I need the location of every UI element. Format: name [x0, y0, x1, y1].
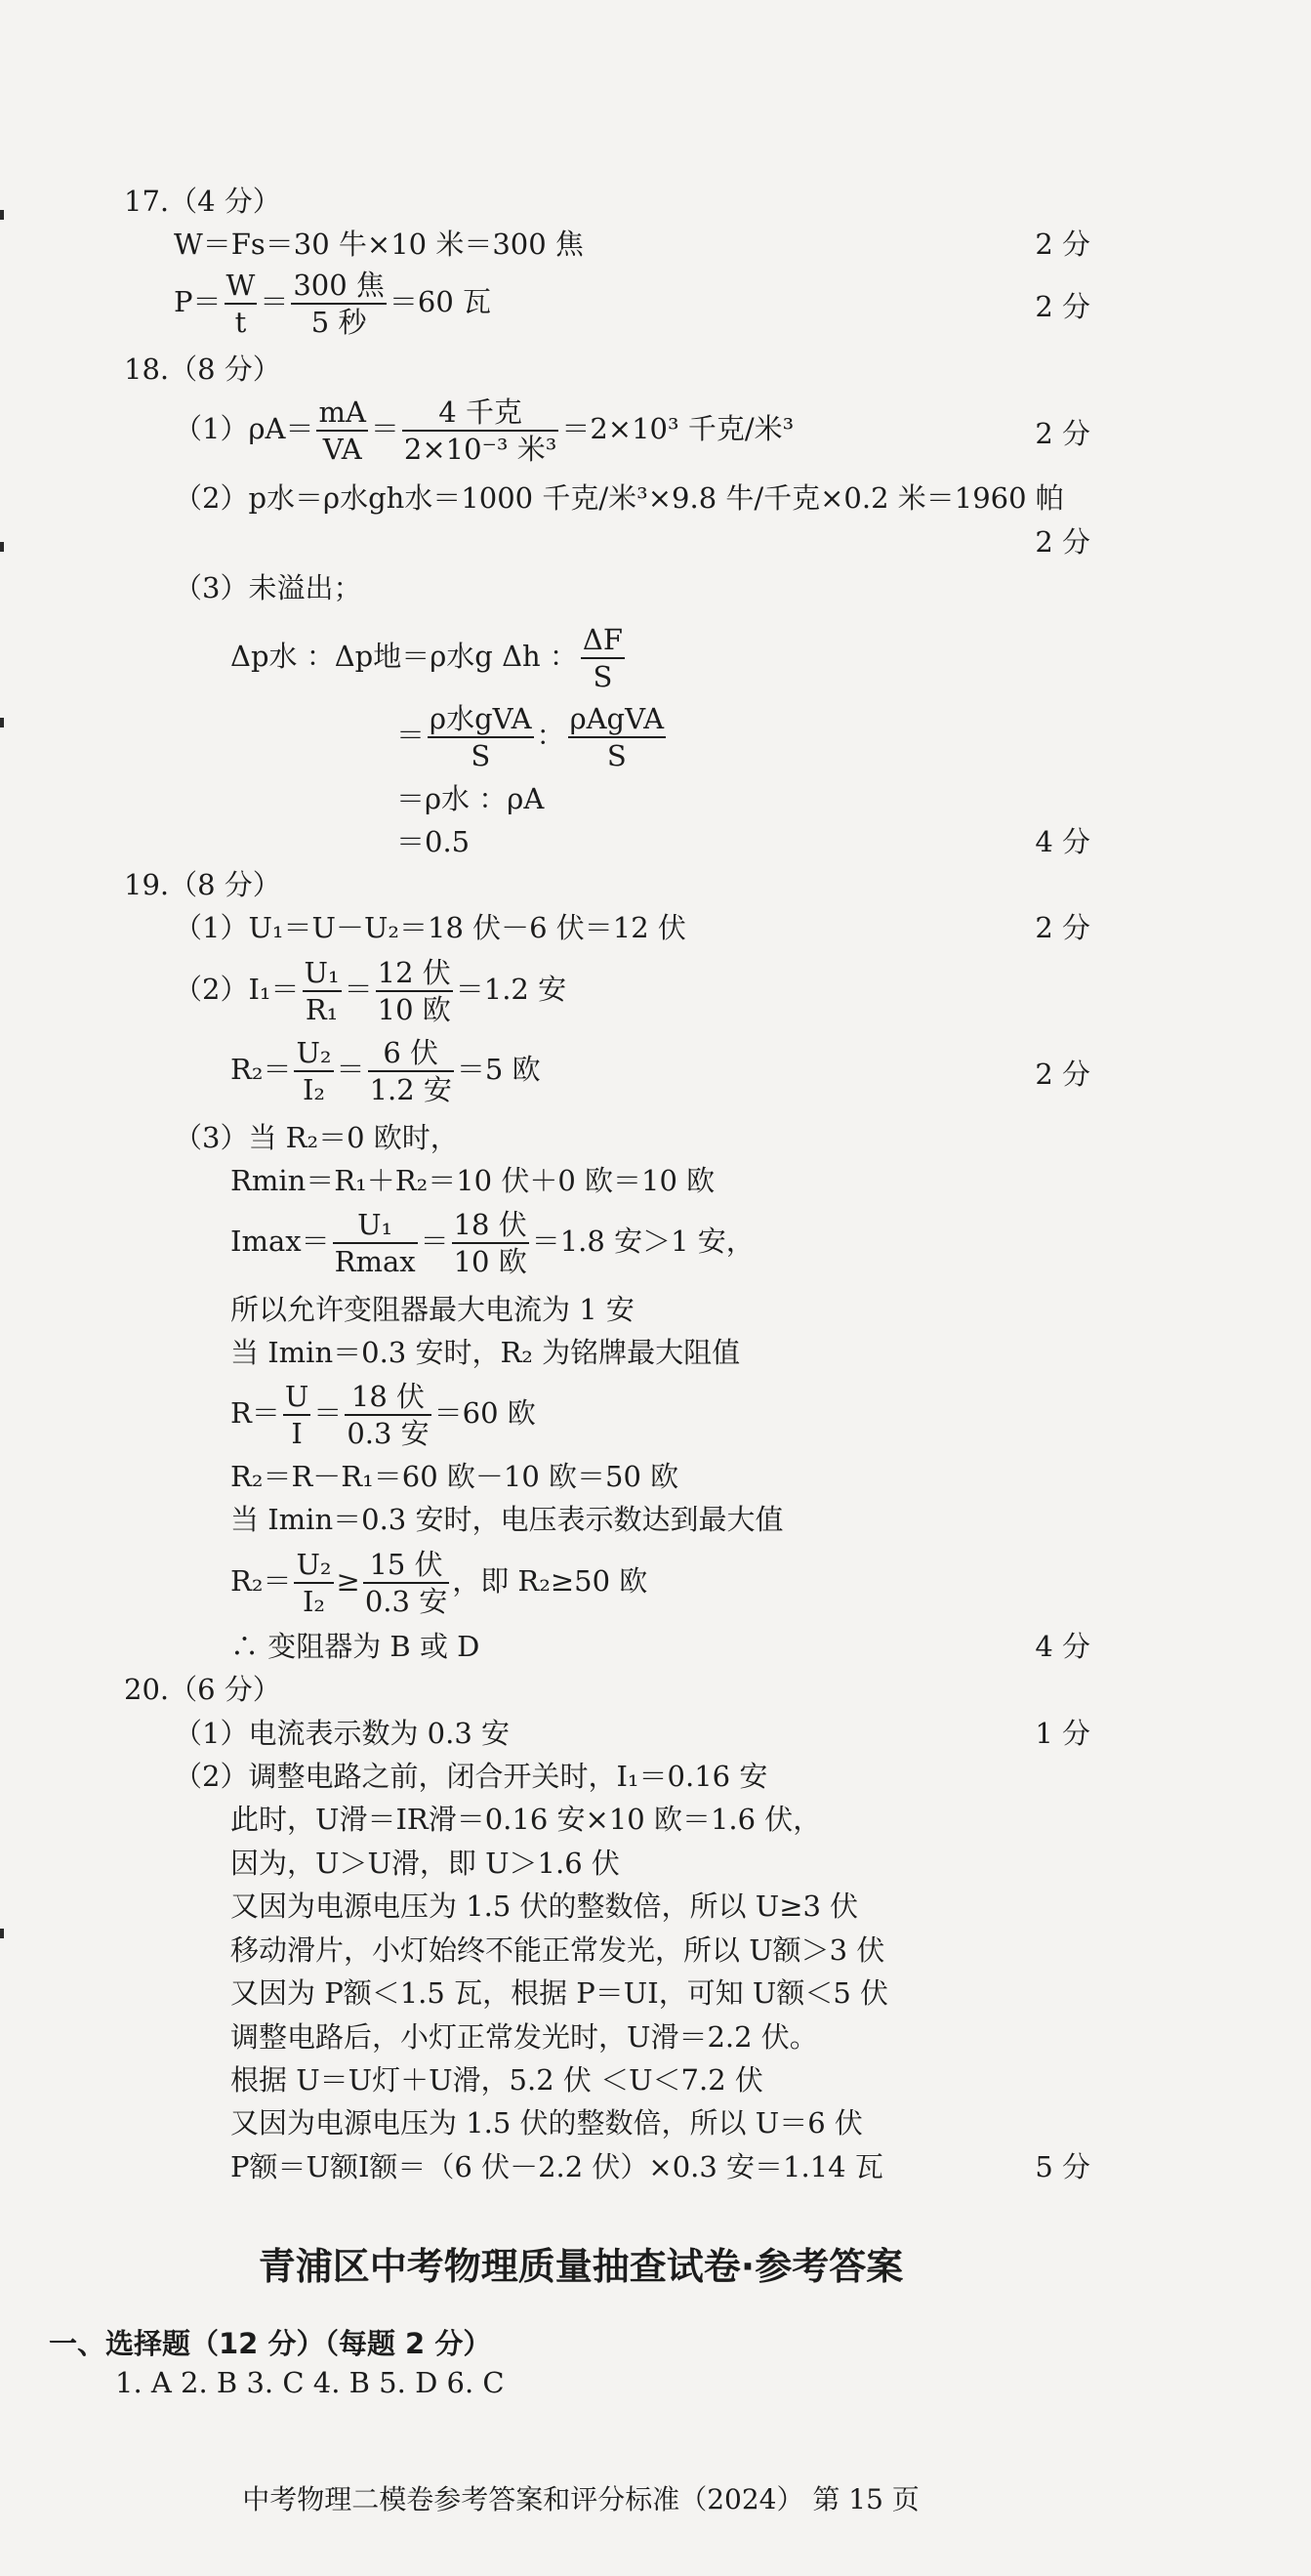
- q19-part3-line-8: 当 Imin＝0.3 安时，电压表示数达到最大值: [230, 1503, 784, 1536]
- q20-line-4: 又因为电源电压为 1.5 伏的整数倍，所以 U≥3 伏: [230, 1890, 859, 1923]
- page-footer: 中考物理二模卷参考答案和评分标准（2024） 第 15 页: [242, 2483, 920, 2515]
- q18-ratio-line-3: ＝ρ水 ：ρA: [396, 782, 545, 815]
- q20-line-6: 又因为 P额＜1.5 瓦，根据 P＝UI，可知 U额＜5 伏: [230, 1976, 889, 2010]
- q20-line-7: 调整电路后，小灯正常发光时，U滑＝2.2 伏。: [230, 2020, 818, 2054]
- q19-part3-line-4: 所以允许变阻器最大电流为 1 安: [230, 1293, 635, 1326]
- q19-part3-line-7: R₂＝R－R₁＝60 欧－10 欧＝50 欧: [230, 1460, 679, 1493]
- q18-score-3: 4 分: [1035, 825, 1090, 858]
- q20-score-1: 1 分: [1035, 1717, 1090, 1750]
- q19-part3-line-1: （3）当 R₂＝0 欧时，: [174, 1121, 459, 1154]
- q19-part3-line-9: R₂＝ $\frac{\text{U₂}}{\text{I₂}}$ ≥ $\frac{\text{15 伏}}{\text{0.3 安}}$ ，即 R₂≥50 欧: [230, 1548, 648, 1618]
- q19-part3-line-3: Imax＝ $\frac{\text{U₁}}{Rmax}$ ＝ $\frac{\text{18 伏}}{\text{10 欧}}$ ＝1.8 安＞1 安，: [230, 1208, 755, 1278]
- q20-score-2: 5 分: [1035, 2150, 1090, 2183]
- q19-score-2: 2 分: [1035, 1058, 1090, 1091]
- q19-part1-equation: （1）U₁＝U－U₂＝18 伏－6 伏＝12 伏: [174, 911, 686, 944]
- q17-score-2: 2 分: [1035, 290, 1090, 323]
- q17-power-equation: P＝ $\frac{W}{t}$ ＝ $\frac{\text{300 焦}}{\text{5 秒}}$ ＝60 瓦: [174, 269, 492, 339]
- q20-line-1: （2）调整电路之前，闭合开关时，I₁＝0.16 安: [174, 1760, 768, 1793]
- q19-part3-line-6: R＝ $\frac{U}{I}$ ＝ $\frac{\text{18 伏}}{\text{0.3 安}}$ ＝60 欧: [230, 1380, 536, 1450]
- q19-heading: 19.（8 分）: [124, 868, 281, 901]
- q17-work-equation: W＝Fs＝30 牛×10 米＝300 焦: [174, 228, 584, 261]
- q20-part1: （1）电流表示数为 0.3 安: [174, 1717, 511, 1750]
- q19-resistance-equation: R₂＝ $\frac{\text{U₂}}{\text{I₂}}$ ＝ $\frac{\text{6 伏}}{\text{1.2 安}}$ ＝5 欧: [230, 1036, 541, 1106]
- q20-line-10: P额＝U额I额＝（6 伏－2.2 伏）×0.3 安＝1.14 瓦: [230, 2150, 883, 2183]
- q17-heading: 17.（4 分）: [124, 185, 281, 218]
- choice-answers: 1. A 2. B 3. C 4. B 5. D 6. C: [115, 2366, 505, 2399]
- q18-ratio-line-2: ＝ $\frac{\text{ρ水gVA}}{S}$ ： $\frac{\text{ρAgVA}}{S}$: [396, 702, 665, 772]
- q18-score-2: 2 分: [1035, 525, 1090, 559]
- q18-ratio-result: ＝0.5: [396, 825, 471, 858]
- q20-line-8: 根据 U＝U灯＋U滑，5.2 伏 ＜U＜7.2 伏: [230, 2063, 763, 2097]
- q20-heading: 20.（6 分）: [124, 1673, 281, 1706]
- q19-score-1: 2 分: [1035, 911, 1090, 944]
- q19-part3-line-5: 当 Imin＝0.3 安时，R₂ 为铭牌最大阻值: [230, 1336, 741, 1369]
- q20-line-9: 又因为电源电压为 1.5 伏的整数倍，所以 U＝6 伏: [230, 2106, 863, 2140]
- q18-density-equation: （1）ρA＝ $\frac{mA}{VA}$ ＝ $\frac{\text{4 千克}}{\text{2×10⁻³ 米³}}$ ＝2×10³ 千克/米³: [174, 395, 795, 466]
- section-heading: 一、选择题（12 分）（每题 2 分）: [49, 2327, 492, 2360]
- q18-heading: 18.（8 分）: [124, 353, 281, 386]
- q19-score-3: 4 分: [1035, 1630, 1090, 1663]
- q19-part3-line-2: Rmin＝R₁＋R₂＝10 伏＋0 欧＝10 欧: [230, 1164, 716, 1197]
- paper-title: 青浦区中考物理质量抽查试卷·参考答案: [258, 2245, 904, 2288]
- q18-part3-label: （3）未溢出；: [174, 571, 362, 604]
- scan-mark: [0, 1929, 4, 1938]
- q19-current-equation: （2）I₁＝ $\frac{\text{U₁}}{\text{R₁}}$ ＝ $\frac{\text{12 伏}}{\text{10 欧}}$ ＝1.2 安: [174, 956, 567, 1026]
- scan-mark: [0, 210, 4, 220]
- scan-mark: [0, 542, 4, 552]
- scan-mark: [0, 718, 4, 727]
- q20-line-2: 此时，U滑＝IR滑＝0.16 安×10 欧＝1.6 伏，: [230, 1803, 822, 1836]
- q20-line-5: 移动滑片，小灯始终不能正常发光，所以 U额＞3 伏: [230, 1933, 885, 1967]
- q20-line-3: 因为，U＞U滑，即 U＞1.6 伏: [230, 1847, 620, 1880]
- q17-score-1: 2 分: [1035, 228, 1090, 261]
- q18-score-1: 2 分: [1035, 417, 1090, 450]
- q18-ratio-line-1: Δp水 ：Δp地＝ρ水g Δh ： $\frac{\Delta F}{S}$: [230, 623, 623, 693]
- q19-conclusion: ∴ 变阻器为 B 或 D: [230, 1630, 480, 1663]
- q18-pressure-equation: （2）p水＝ρ水gh水＝1000 千克/米³×9.8 牛/千克×0.2 米＝1960 帕: [174, 481, 1064, 515]
